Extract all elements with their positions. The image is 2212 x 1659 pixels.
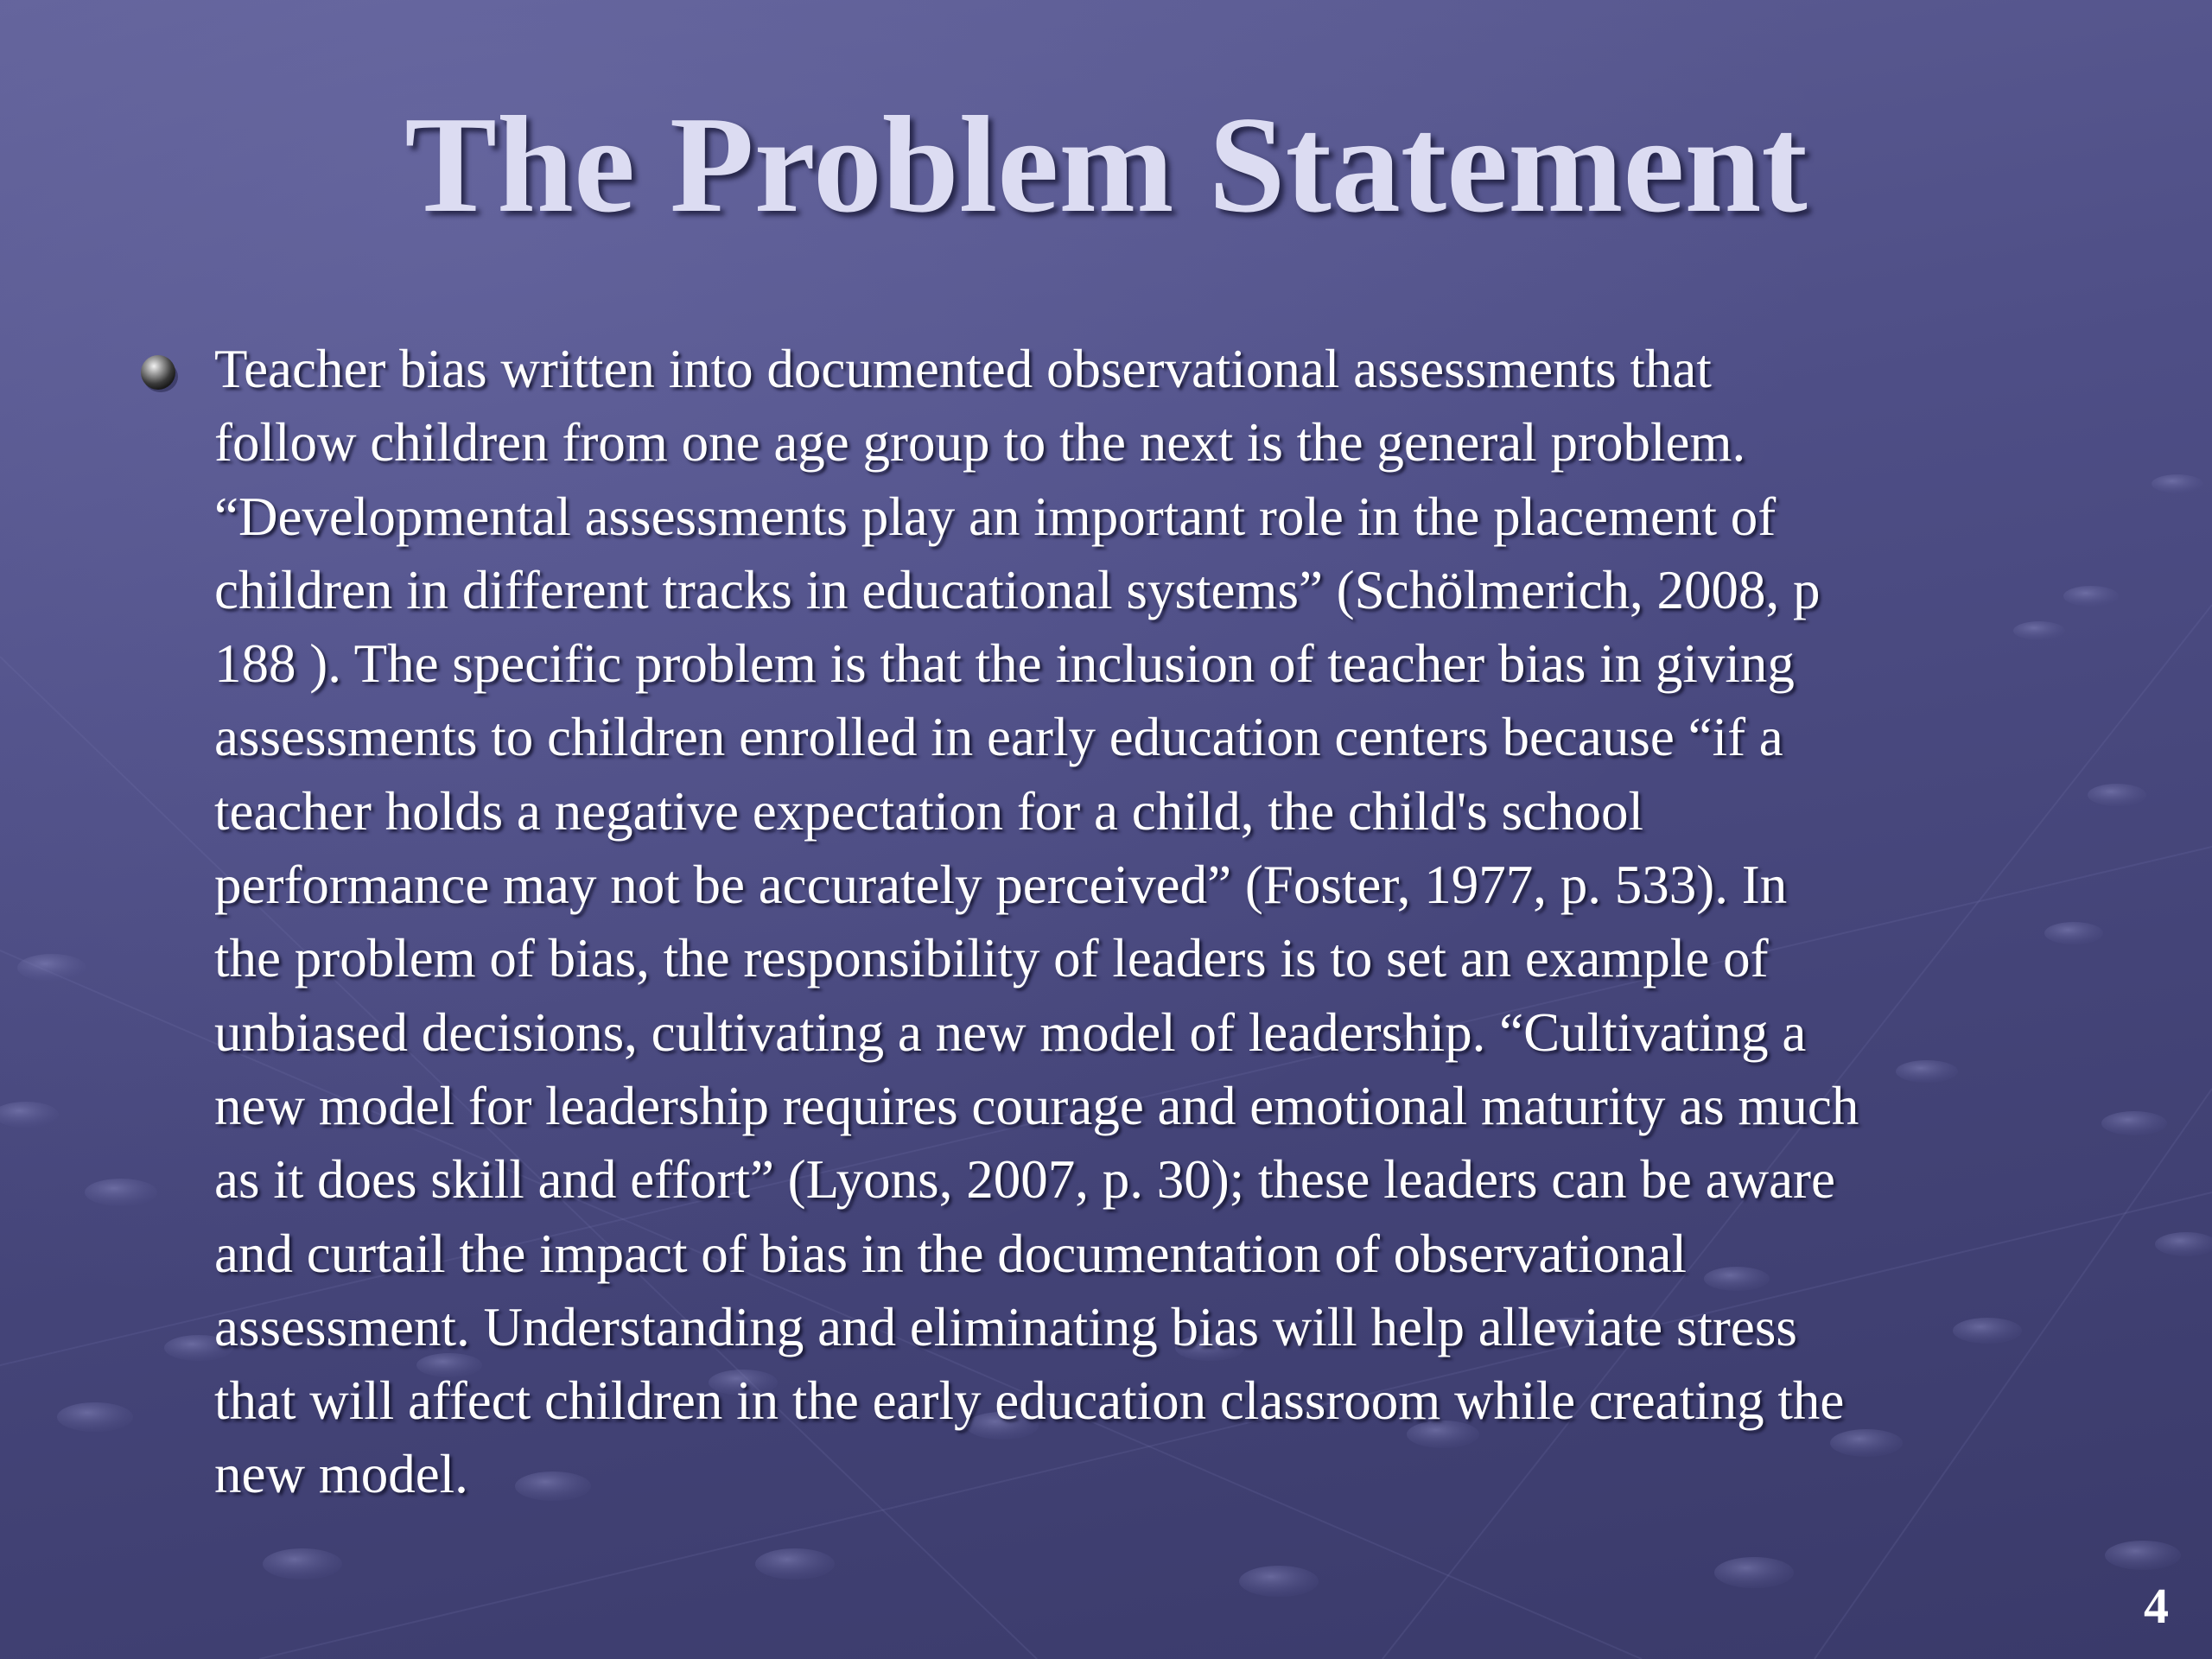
bullet-text-line: new model for leadership requires courage and emotional maturity as much (214, 1075, 1859, 1136)
bullet-text-line: performance may not be accurately perceived” (Foster, 1977, p. 533). In (214, 855, 1788, 916)
bullet-text-line: unbiased decisions, cultivating a new model of leadership. “Cultivating a (214, 1001, 1807, 1063)
bullet-text (214, 333, 2098, 1512)
sphere-bullet-icon (138, 353, 180, 394)
bullet-text-line: assessment. Understanding and eliminating bias will help alleviate stress (214, 1296, 1797, 1357)
bullet-text-line: and curtail the impact of bias in the documentation of observational (214, 1223, 1687, 1284)
bullet-text-line: teacher holds a negative expectation for a child, the child's school (214, 780, 1643, 842)
slide-title: The Problem Statement (404, 87, 1808, 241)
bullet-text-line: “Developmental assessments play an important role in the placement of (214, 486, 1777, 547)
bullet-text-line: new model. (214, 1444, 468, 1505)
bullet-text-line: as it does skill and effort” (Lyons, 2007, p. 30); these leaders can be aware (214, 1149, 1836, 1211)
bullet-text-line: Teacher bias written into documented observational assessments that (214, 339, 1712, 399)
bullet-text-line: that will affect children in the early education classroom while creating the (214, 1370, 1845, 1432)
bullet-text-line: the problem of bias, the responsibility of leaders is to set an example of (214, 928, 1769, 989)
bullet-text-line: children in different tracks in educational systems” (Schölmerich, 2008, p (214, 559, 1821, 620)
page-number: 4 (2144, 1578, 2169, 1634)
bullet-text-line: follow children from one age group to the next is the general problem. (214, 412, 1746, 474)
bullet-text-line: assessments to children enrolled in early education centers because “if a (214, 707, 1783, 768)
bullet-text-line: 188 ). The specific problem is that the inclusion of teacher bias in giving (214, 633, 1795, 695)
